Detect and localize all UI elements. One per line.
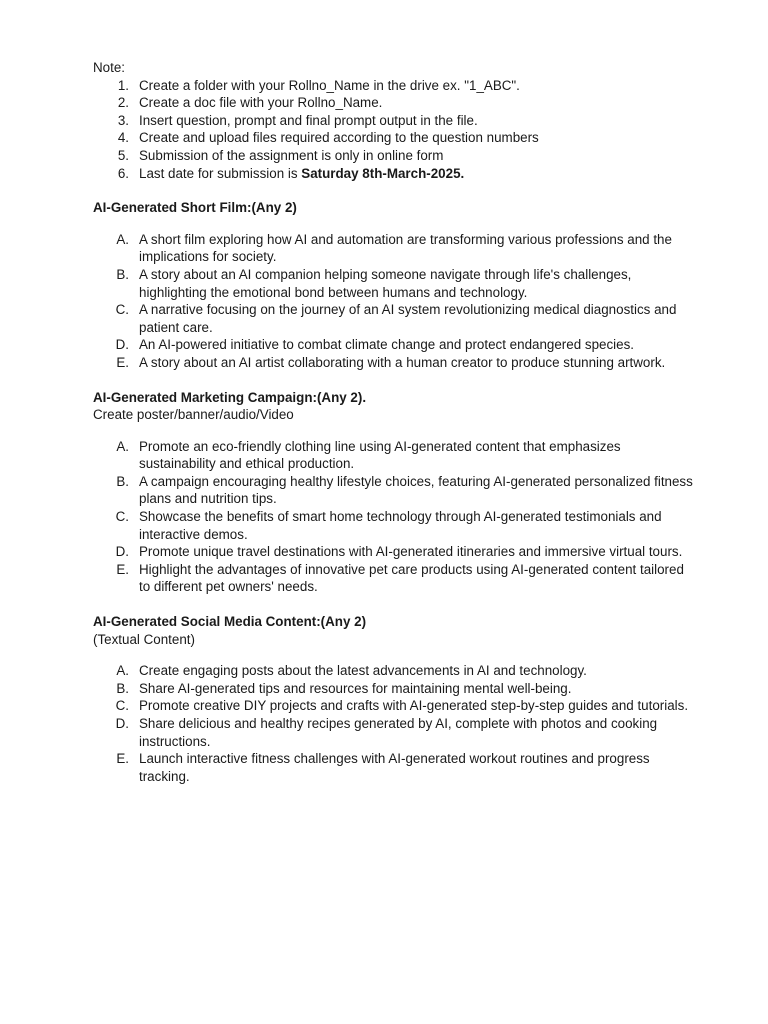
note-item <box>93 112 693 130</box>
list-marker: 3. <box>117 112 129 128</box>
list-item <box>93 697 693 715</box>
list-marker: 5. <box>117 147 129 163</box>
note-text: Last date for submission is <box>139 165 302 181</box>
note-item <box>93 94 693 112</box>
list-marker: 2. <box>117 95 129 111</box>
note-item <box>93 147 693 165</box>
list-item-text: Launch interactive fitness challenges with AI-generated workout routines and progress tracking. <box>139 751 650 784</box>
list-marker: D. <box>115 544 129 560</box>
list-item <box>93 336 693 354</box>
social-media-list <box>93 662 693 785</box>
list-item <box>93 438 693 473</box>
list-marker: 6. <box>117 165 129 181</box>
list-item <box>93 543 693 561</box>
section-heading-marketing-campaign: AI-Generated Marketing Campaign:(Any 2). <box>93 389 367 405</box>
marketing-campaign-list <box>93 438 693 596</box>
list-item-text: An AI-powered initiative to combat climate change and protect endangered species. <box>139 337 635 353</box>
list-marker: E. <box>116 751 129 767</box>
section-subheading: Create poster/banner/audio/Video <box>93 407 294 423</box>
list-marker: C. <box>115 698 129 714</box>
list-item-text: Highlight the advantages of innovative pet care products using AI-generated content tailored to different pet owners' needs. <box>139 561 684 595</box>
list-marker: C. <box>115 509 129 525</box>
list-item-text: Promote creative DIY projects and crafts with AI-generated step-by-step guides and tutorials. <box>139 698 689 714</box>
note-text: Submission of the assignment is only in online form <box>139 147 444 163</box>
list-item-text: Create engaging posts about the latest advancements in AI and technology. <box>139 663 587 679</box>
list-item <box>93 561 693 596</box>
list-marker: 4. <box>117 130 129 146</box>
list-item <box>93 301 693 336</box>
list-item-text: Showcase the benefits of smart home technology through AI-generated testimonials and interactive demos. <box>139 509 662 542</box>
list-item-text: A short film exploring how AI and automation are transforming various professions and the implications for society. <box>139 231 672 265</box>
note-text: Create and upload files required according to the question numbers <box>139 130 539 146</box>
list-item <box>93 354 693 372</box>
list-item-text: Share delicious and healthy recipes generated by AI, complete with photos and cooking instructions. <box>139 716 658 749</box>
deadline-date: Saturday 8th-March-2025. <box>301 165 465 181</box>
list-item-text: Share AI-generated tips and resources for maintaining mental well-being. <box>139 680 572 696</box>
note-item <box>93 77 693 95</box>
list-marker: 1. <box>117 77 129 93</box>
note-text: Insert question, prompt and final prompt output in the file. <box>139 112 478 128</box>
list-marker: A. <box>116 231 129 247</box>
short-film-list <box>93 231 693 372</box>
list-item-text: A story about an AI artist collaborating with a human creator to produce stunning artwork. <box>139 354 666 370</box>
list-item <box>93 266 693 301</box>
list-marker: B. <box>116 266 129 282</box>
list-marker: E. <box>116 354 129 370</box>
list-item <box>93 662 693 680</box>
note-item <box>93 129 693 147</box>
list-marker: A. <box>116 663 129 679</box>
list-marker: D. <box>115 716 129 731</box>
list-item-text: A campaign encouraging healthy lifestyle choices, featuring AI-generated personalized fitness plans and nutrition tips. <box>139 473 693 507</box>
section-heading-social-media: AI-Generated Social Media Content:(Any 2) <box>93 614 367 630</box>
note-item <box>93 165 693 183</box>
list-marker: B. <box>116 680 129 696</box>
list-item <box>93 715 693 750</box>
list-marker: B. <box>116 473 129 489</box>
note-list <box>93 77 693 183</box>
note-label: Note: <box>93 60 126 75</box>
list-marker: D. <box>115 337 129 353</box>
section-heading-short-film: AI-Generated Short Film:(Any 2) <box>93 200 297 216</box>
list-item <box>93 680 693 698</box>
list-item <box>93 508 693 543</box>
document-page <box>93 59 693 785</box>
note-text: Create a folder with your Rollno_Name in the drive ex. "1_ABC". <box>139 77 520 93</box>
list-item <box>93 473 693 508</box>
list-item <box>93 231 693 266</box>
list-item <box>93 750 693 785</box>
list-marker: C. <box>115 302 129 318</box>
list-item-text: A story about an AI companion helping someone navigate through life's challenges, highlighting the emotional bond between humans and technology. <box>139 266 632 300</box>
note-text: Create a doc file with your Rollno_Name. <box>139 95 383 111</box>
list-marker: A. <box>116 438 129 454</box>
list-item-text: A narrative focusing on the journey of an AI system revolutionizing medical diagnostics and patient care. <box>139 302 677 335</box>
list-marker: E. <box>116 561 129 577</box>
list-item-text: Promote an eco-friendly clothing line using AI-generated content that emphasizes sustainability and ethical production. <box>139 438 621 472</box>
section-subheading: (Textual Content) <box>93 631 195 647</box>
list-item-text: Promote unique travel destinations with AI-generated itineraries and immersive virtual tours. <box>139 544 683 560</box>
